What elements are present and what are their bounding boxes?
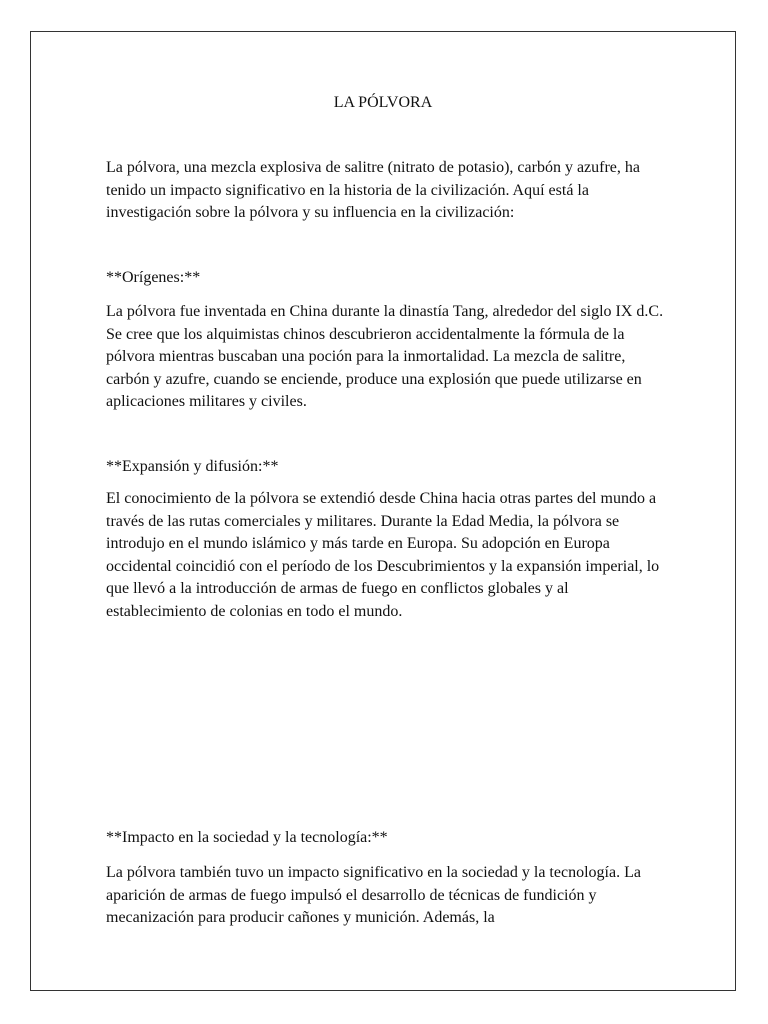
section-body-origenes: La pólvora fue inventada en China durante la dinastía Tang, alrededor del siglo IX d.C. Se cree que los alquimistas chinos descubrieron accidentalmente la fórmula de la pólvora mientras buscaban una poción para la inmortalidad. La mezcla de salitre, carbón y azufre, cuando se enciende, produce una explosión que puede utilizarse en aplicaciones militares y civiles. xyxy=(106,303,664,410)
section-heading-expansion: **Expansión y difusión:** xyxy=(106,458,279,475)
section-body-expansion: El conocimiento de la pólvora se extendió desde China hacia otras partes del mundo a través de las rutas comerciales y militares. Durante la Edad Media, la pólvora se introdujo en el mundo islámico y más tarde en Europa. Su adopción en Europa occidental coincidió con el período de los Descubrimientos y la expansión imperial, lo que llevó a la introducción de armas de fuego en conflictos globales y al establecimiento de colonias en todo el mundo. xyxy=(106,490,660,620)
intro-paragraph: La pólvora, una mezcla explosiva de salitre (nitrato de potasio), carbón y azufre, ha tenido un impacto significativo en la historia de la civilización. Aquí está la investigación sobre la pólvora y su influencia en la civilización: xyxy=(106,159,640,221)
section-heading-origenes: **Orígenes:** xyxy=(106,269,201,286)
section-body-impacto: La pólvora también tuvo un impacto significativo en la sociedad y la tecnología. La aparición de armas de fuego impulsó el desarrollo de técnicas de fundición y mecanización para producir cañones y munición. Además, la xyxy=(106,864,641,926)
document-title: LA PÓLVORA xyxy=(333,94,433,111)
section-heading-impacto: **Impacto en la sociedad y la tecnología:** xyxy=(106,829,388,846)
